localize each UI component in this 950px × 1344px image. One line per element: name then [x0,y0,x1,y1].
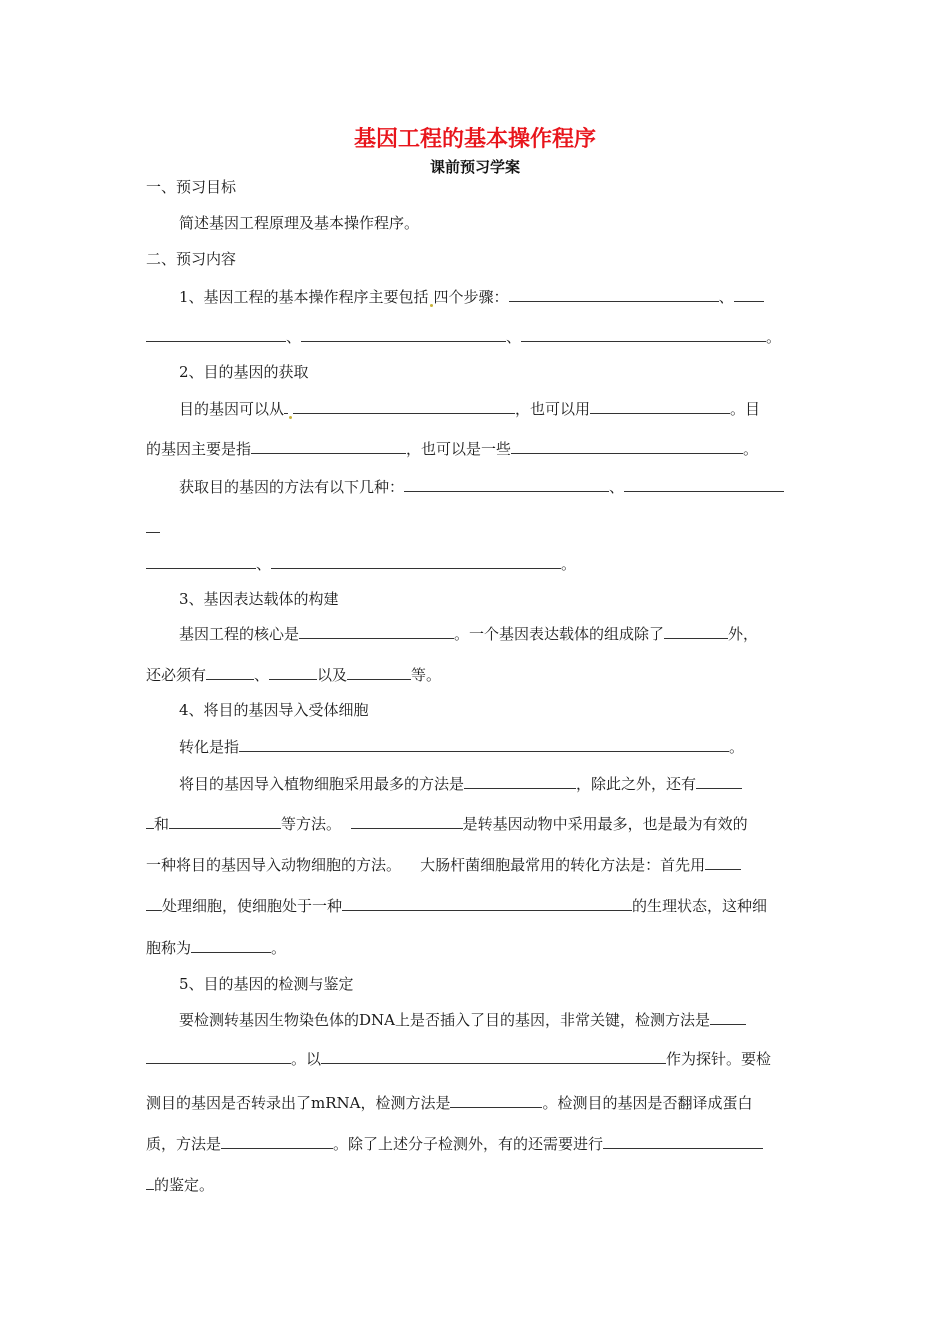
answer-blank[interactable] [293,399,515,414]
marker-dot [289,416,292,419]
q2-line-1: 目的基因可以从 ，也可以用 。目 [179,400,761,418]
q3-heading: 3、基因表达载体的构建 [179,590,339,608]
answer-blank[interactable] [206,665,254,680]
q3-line-1: 基因工程的核心是 。一个基因表达载体的组成除了 外， [179,625,759,643]
answer-blank[interactable] [146,896,162,911]
answer-blank[interactable] [301,327,506,342]
answer-blank[interactable] [509,287,719,302]
q2-line-5: 、 。 [146,554,576,574]
q4-line-5: 处理细胞，使细胞处于一种 的生理状态，这种细 [146,896,767,916]
answer-blank[interactable] [221,1134,333,1149]
document-title: 基因工程的基本操作程序 [353,127,596,152]
answer-blank[interactable] [624,477,784,492]
answer-blank[interactable] [347,665,411,680]
marker-dot [430,304,433,307]
answer-blank[interactable] [239,737,729,752]
answer-blank[interactable] [342,896,632,911]
answer-blank[interactable] [404,477,609,492]
answer-blank[interactable] [590,399,730,414]
q2-line-3: 获取目的基因的方法有以下几种： 、 [179,477,784,497]
answer-blank[interactable] [664,624,728,639]
answer-blank[interactable] [351,814,463,829]
answer-blank[interactable] [146,1049,291,1064]
answer-blank[interactable] [251,439,406,454]
answer-blank[interactable] [146,554,256,569]
q5-line-4: 质，方法是 。除了上述分子检测外，有的还需要进行 [146,1134,763,1154]
section-heading-goals: 一、预习目标 [146,178,237,196]
answer-blank[interactable] [191,938,271,953]
answer-blank[interactable] [734,287,764,302]
q1-line-2: 、 、 。 [146,327,781,347]
q2-heading: 2、目的基因的获取 [179,363,309,381]
q4-line-2: 将目的基因导入植物细胞采用最多的方法是 ，除此之外，还有 [179,774,742,794]
answer-blank[interactable] [146,327,286,342]
q4-line-6: 胞称为 。 [146,939,287,957]
answer-blank[interactable] [321,1049,666,1064]
answer-blank[interactable] [284,399,288,414]
answer-blank[interactable] [146,814,154,829]
q2-line-4 [146,518,160,538]
q5-line-5: 的鉴定。 [146,1175,214,1195]
answer-blank[interactable] [450,1093,542,1108]
q5-line-2: 。以 作为探针。要检 [146,1049,771,1069]
q2-line-2: 的基因主要是指 ，也可以是一些 。 [146,440,759,458]
answer-blank[interactable] [511,439,743,454]
answer-blank[interactable] [603,1134,763,1149]
q4-line-3: 和 等方法。 是转基因动物中采用最多，也是最为有效的 [146,814,748,834]
document-subtitle: 课前预习学案 [429,158,520,176]
q5-line-1: 要检测转基因生物染色体的DNA上是否插入了目的基因，非常关键，检测方法是 [179,1010,746,1030]
answer-blank[interactable] [710,1010,746,1025]
answer-blank[interactable] [271,554,561,569]
q4-heading: 4、将目的基因导入受体细胞 [179,701,369,719]
answer-blank[interactable] [299,624,454,639]
q4-line-1: 转化是指 。 [179,738,745,756]
section-heading-content: 二、预习内容 [146,250,237,268]
answer-blank[interactable] [696,774,742,789]
answer-blank[interactable] [146,518,160,533]
goals-text: 简述基因工程原理及基本操作程序。 [179,214,420,232]
q1-line-1: 1、基因工程的基本操作程序主要包括 四个步骤： 、 [179,287,764,307]
answer-blank[interactable] [269,665,317,680]
q5-line-3: 测目的基因是否转录出了mRNA，检测方法是 。检测目的基因是否翻译成蛋白 [146,1094,753,1112]
answer-blank[interactable] [146,1175,154,1190]
answer-blank[interactable] [169,814,281,829]
q5-heading: 5、目的基因的检测与鉴定 [179,975,354,993]
answer-blank[interactable] [464,774,576,789]
q4-line-4: 一种将目的基因导入动物细胞的方法。 大肠杆菌细胞最常用的转化方法是：首先用 [146,855,741,875]
answer-blank[interactable] [705,855,741,870]
answer-blank[interactable] [521,327,766,342]
q3-line-2: 还必须有 、 以及 等。 [146,666,442,684]
